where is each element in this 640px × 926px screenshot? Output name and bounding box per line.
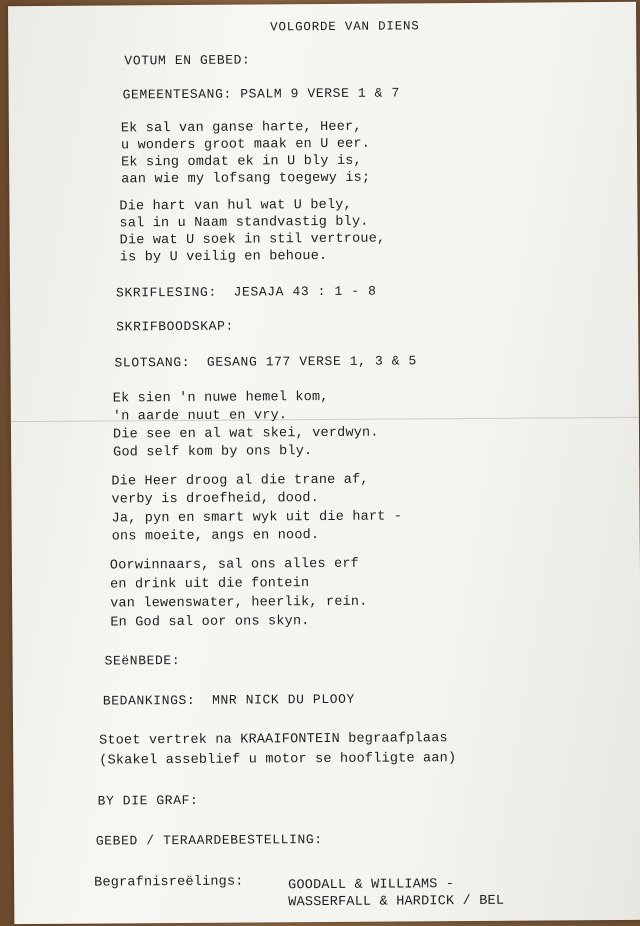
closing-hymn-heading: SLOTSANG: GESANG 177 VERSE 1, 3 & 5 xyxy=(114,353,417,371)
page-title: VOLGORDE VAN DIENS xyxy=(270,19,420,35)
verse-line: Die hart van hul wat U bely, xyxy=(119,197,352,215)
verse-line: Ek sing omdat ek in U bly is, xyxy=(121,153,362,171)
burial-heading: GEBED / TERAARDEBESTELLING: xyxy=(95,832,323,849)
at-grave-heading: BY DIE GRAF: xyxy=(97,792,199,809)
verse-line: is by U veilig en behoue. xyxy=(119,248,328,266)
blessing-heading: SEëNBEDE: xyxy=(104,653,181,669)
verse-line: God self kom by ons bly. xyxy=(113,444,313,461)
verse-line: En God sal oor ons skyn. xyxy=(110,614,310,631)
verse-line: Ek sien 'n nuwe hemel kom, xyxy=(112,389,329,407)
order-of-service-sheet xyxy=(8,2,640,924)
verse-line: Die Heer droog al die trane af, xyxy=(111,472,369,490)
verse-line: sal in u Naam standvastig bly. xyxy=(119,214,369,232)
verse-line: Ek sal van ganse harte, Heer, xyxy=(120,119,362,137)
funeral-home-line-1: GOODALL & WILLIAMS - xyxy=(288,877,455,894)
verse-line: u wonders groot maak en U eer. xyxy=(120,136,371,154)
arrangements-label: Begrafnisreëlings: xyxy=(94,874,244,891)
verse-line: verby is droefheid, dood. xyxy=(111,491,320,508)
psalm-heading: GEMEENTESANG: PSALM 9 VERSE 1 & 7 xyxy=(122,85,400,103)
verse-line: en drink uit die fontein xyxy=(109,576,310,593)
sheet-content xyxy=(8,2,640,924)
verse-line: Die see en al wat skei, verdwyn. xyxy=(112,425,379,443)
verse-line: Oorwinnaars, sal ons alles erf xyxy=(109,556,360,574)
procession-notice: Stoet vertrek na KRAAIFONTEIN begraafplaas xyxy=(99,731,448,749)
reading-heading: SKRIFLESING: JESAJA 43 : 1 - 8 xyxy=(115,283,377,301)
verse-line: 'n aarde nuut en vry. xyxy=(112,408,288,425)
sermon-heading: SKRIFBOODSKAP: xyxy=(116,318,234,335)
headlights-notice: (Skakel asseblief u motor se hoofligte aan) xyxy=(99,751,457,769)
verse-line: Die wat U soek in stil vertroue, xyxy=(119,231,386,249)
verse-line: aan wie my lofsang toegewy is; xyxy=(121,170,371,188)
verse-line: Ja, pyn en smart wyk uit die hart - xyxy=(111,509,403,527)
verse-line: ons moeite, angs en nood. xyxy=(111,528,320,545)
thanks-heading: BEDANKINGS: MNR NICK DU PLOOY xyxy=(102,691,355,709)
funeral-home-line-2: WASSERFALL & HARDICK / BEL xyxy=(288,893,505,911)
verse-line: van lewenswater, heerlik, rein. xyxy=(110,594,368,612)
votum-heading: VOTUM EN GEBED: xyxy=(124,52,251,69)
